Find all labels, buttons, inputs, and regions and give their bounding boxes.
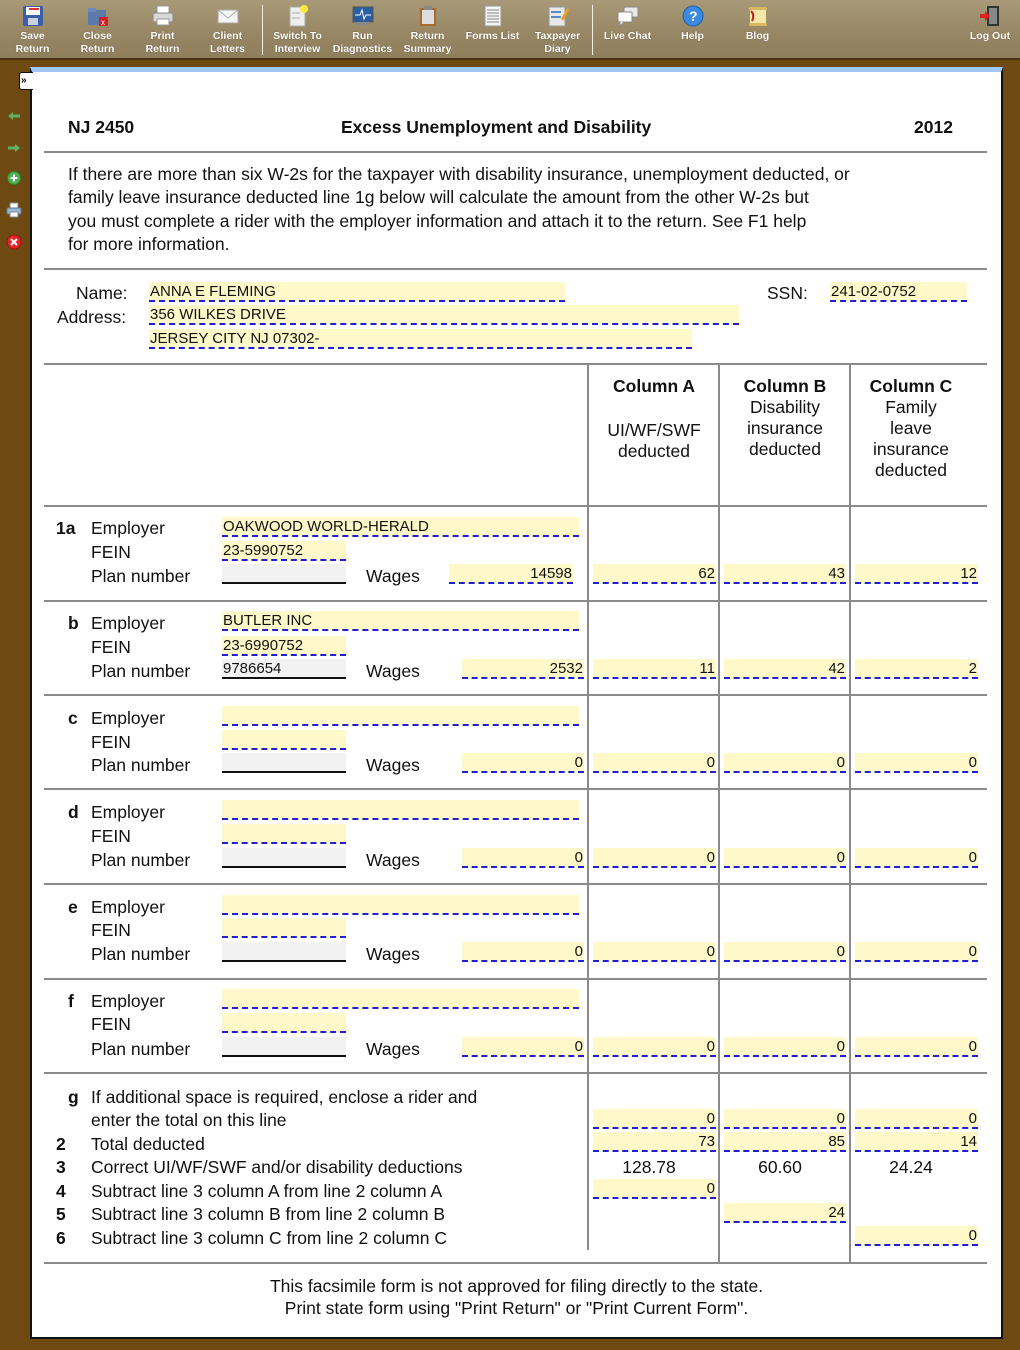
plan-number-field[interactable] (222, 1037, 346, 1057)
svg-text:x: x (100, 18, 105, 27)
plan-number-field[interactable] (222, 564, 346, 584)
instruction-line: for more information. (68, 234, 230, 254)
fein-label: FEIN (91, 732, 131, 752)
fein-label: FEIN (91, 1014, 131, 1034)
line-3-column-a-value: 128.78 (622, 1157, 676, 1177)
fein-label: FEIN (91, 637, 131, 657)
log-out-button[interactable]: Log Out (960, 0, 1020, 60)
line-2-column-b-field[interactable]: 85 (724, 1132, 846, 1152)
line-number: 6 (56, 1228, 66, 1248)
employer-name-field[interactable] (222, 706, 579, 726)
wages-field[interactable]: 14598 (449, 564, 573, 584)
column-c-field[interactable]: 0 (855, 942, 978, 962)
close-folder-icon (87, 5, 109, 27)
instruction-line: If there are more than six W-2s for the taxpayer with disability insurance, unemployment deducted, or (68, 164, 850, 184)
divider (44, 694, 987, 696)
line-4-text: Subtract line 3 column A from line 2 column A (91, 1181, 443, 1201)
plan-number-label: Plan number (91, 1039, 191, 1059)
line-number: d (68, 802, 79, 822)
employer-name-field[interactable] (222, 895, 579, 915)
arrow-right-icon[interactable] (6, 140, 22, 156)
column-divider (718, 364, 720, 1262)
client-letters-button[interactable]: Client Letters (195, 0, 260, 60)
close-return-button[interactable]: x Close Return (65, 0, 130, 60)
plan-number-field[interactable] (222, 942, 346, 962)
form-title: Excess Unemployment and Disability (341, 117, 652, 137)
divider (44, 788, 987, 790)
main-toolbar (0, 0, 1020, 60)
return-summary-button[interactable]: Return Summary (395, 0, 460, 60)
address-label: Address: (57, 307, 127, 327)
column-c-field[interactable]: 0 (855, 1037, 978, 1057)
column-b-header: Column B Disability insurance deducted (743, 376, 827, 459)
divider (44, 1072, 987, 1074)
wages-field[interactable]: 0 (462, 753, 584, 773)
column-b-field[interactable]: 0 (724, 1037, 846, 1057)
scroll-quill-icon (747, 5, 769, 27)
divider (44, 883, 987, 885)
wages-label: Wages (366, 1039, 420, 1059)
line-number: 1a (56, 518, 76, 538)
plan-number-label: Plan number (91, 944, 191, 964)
employer-label: Employer (91, 708, 165, 728)
line-number: g (68, 1087, 79, 1107)
line-number: c (68, 708, 78, 728)
name-field[interactable]: ANNA E FLEMING (149, 282, 565, 302)
line-3-column-b-value: 60.60 (758, 1157, 802, 1177)
column-a-header: Column A UI/WF/SWF deducted (607, 376, 701, 461)
line-number: 4 (56, 1181, 66, 1201)
column-b-field[interactable]: 42 (724, 659, 846, 679)
line-6-text: Subtract line 3 column C from line 2 column C (91, 1228, 447, 1248)
employer-label: Employer (91, 613, 165, 633)
ssn-field[interactable]: 241-02-0752 (830, 282, 967, 302)
column-c-header: Column C Family leave insurance deducted (869, 376, 953, 480)
column-b-field[interactable]: 43 (724, 564, 846, 584)
line-g-text: enter the total on this line (91, 1110, 287, 1130)
column-b-field[interactable]: 0 (724, 753, 846, 773)
line-number: e (68, 897, 78, 917)
live-chat-button[interactable]: Live Chat (595, 0, 660, 60)
fein-field[interactable] (222, 918, 346, 938)
envelope-icon (217, 5, 239, 27)
exit-door-icon (979, 5, 1001, 27)
toolbar-separator (592, 5, 593, 55)
left-rail (0, 62, 30, 1350)
employer-label: Employer (91, 802, 165, 822)
line-5-column-b-field[interactable]: 24 (724, 1203, 846, 1223)
column-a-field[interactable]: 0 (593, 753, 716, 773)
wages-label: Wages (366, 566, 420, 586)
diary-pencil-icon (547, 5, 569, 27)
ssn-label: SSN: (767, 283, 808, 303)
print-return-button[interactable]: Print Return (130, 0, 195, 60)
clipboard-icon (417, 5, 439, 27)
printer-icon (152, 5, 174, 27)
fein-field[interactable]: 23-6990752 (222, 636, 346, 656)
fein-field[interactable] (222, 730, 346, 750)
employer-label: Employer (91, 897, 165, 917)
divider (44, 268, 987, 270)
wages-field[interactable]: 2532 (462, 659, 584, 679)
taxpayer-diary-button[interactable]: Taxpayer Diary (525, 0, 590, 60)
line-number: f (68, 991, 74, 1011)
blog-button[interactable]: Blog (725, 0, 790, 60)
fein-field[interactable]: 23-5990752 (222, 541, 346, 561)
footer-notice: This facsimile form is not approved for filing directly to the state. (269, 1276, 764, 1296)
chat-bubbles-icon (617, 5, 639, 27)
column-a-field[interactable]: 62 (593, 564, 716, 584)
line-number: 3 (56, 1157, 66, 1177)
column-c-field[interactable]: 2 (855, 659, 978, 679)
plan-number-label: Plan number (91, 850, 191, 870)
address-line1-field[interactable]: 356 WILKES DRIVE (149, 305, 739, 325)
column-a-field[interactable]: 0 (593, 1037, 716, 1057)
wages-label: Wages (366, 944, 420, 964)
diagnostics-monitor-icon (352, 5, 374, 27)
plan-number-label: Plan number (91, 661, 191, 681)
employer-name-field[interactable] (222, 989, 579, 1009)
line-number: 5 (56, 1204, 66, 1224)
footer-notice: Print state form using "Print Return" or "Print Current Form". (284, 1298, 749, 1318)
plan-number-field[interactable]: 9786654 (222, 659, 346, 679)
wages-label: Wages (366, 850, 420, 870)
plan-number-label: Plan number (91, 566, 191, 586)
floppy-disk-icon (22, 5, 44, 27)
employer-label: Employer (91, 991, 165, 1011)
column-divider (587, 364, 589, 1250)
line-4-column-a-field[interactable]: 0 (593, 1179, 716, 1199)
run-diagnostics-button[interactable]: Run Diagnostics (330, 0, 395, 60)
line-g-text: If additional space is required, enclose a rider and (91, 1087, 478, 1107)
employer-name-field[interactable]: BUTLER INC (222, 611, 579, 631)
fein-field[interactable] (222, 824, 346, 844)
fein-label: FEIN (91, 920, 131, 940)
column-c-field[interactable]: 0 (855, 848, 978, 868)
column-b-field[interactable]: 0 (724, 848, 846, 868)
list-page-icon (482, 5, 504, 27)
line-2-column-c-field[interactable]: 14 (855, 1132, 978, 1152)
column-a-field[interactable]: 0 (593, 942, 716, 962)
wages-label: Wages (366, 755, 420, 775)
divider (44, 978, 987, 980)
plan-number-field[interactable] (222, 753, 346, 773)
help-question-icon (682, 5, 704, 27)
wages-field[interactable]: 0 (462, 848, 584, 868)
printer-icon[interactable] (6, 202, 22, 218)
column-a-field[interactable]: 11 (593, 659, 716, 679)
delete-circle-icon[interactable] (6, 234, 22, 250)
line-2-column-a-field[interactable]: 73 (593, 1132, 716, 1152)
line-number: 2 (56, 1134, 66, 1154)
form-id: NJ 2450 (68, 117, 135, 137)
column-divider (849, 364, 851, 1262)
switch-to-interview-button[interactable]: Switch To Interview (265, 0, 330, 60)
form-year: 2012 (914, 117, 953, 137)
instruction-line: you must complete a rider with the employer information and attach it to the return. See F1 help (68, 211, 807, 231)
line-6-column-c-field[interactable]: 0 (855, 1226, 978, 1246)
line-number: b (68, 613, 79, 633)
line-g-column-a-field[interactable]: 0 (593, 1109, 716, 1129)
employer-name-field[interactable]: OAKWOOD WORLD-HERALD (222, 517, 579, 537)
line-g-column-b-field[interactable]: 0 (724, 1109, 846, 1129)
column-c-field[interactable]: 12 (855, 564, 978, 584)
divider (44, 1262, 987, 1264)
wages-label: Wages (366, 661, 420, 681)
fein-label: FEIN (91, 542, 131, 562)
line-3-column-c-value: 24.24 (889, 1157, 933, 1177)
expand-panel-button[interactable]: » (19, 72, 33, 90)
line-3-text: Correct UI/WF/SWF and/or disability deductions (91, 1157, 463, 1177)
column-b-field[interactable]: 0 (724, 942, 846, 962)
divider (44, 151, 987, 153)
instruction-line: family leave insurance deducted line 1g below will calculate the amount from the other W-2s but (68, 187, 809, 207)
line-g-column-c-field[interactable]: 0 (855, 1109, 978, 1129)
help-button[interactable]: ? Help (660, 0, 725, 60)
column-c-field[interactable]: 0 (855, 753, 978, 773)
wages-field[interactable]: 0 (462, 1037, 584, 1057)
svg-text:?: ? (688, 8, 698, 24)
arrow-left-icon[interactable] (6, 108, 22, 124)
fein-label: FEIN (91, 826, 131, 846)
save-return-button[interactable]: Save Return (0, 0, 65, 60)
interview-page-icon (287, 5, 309, 27)
plan-number-field[interactable] (222, 848, 346, 868)
plan-number-label: Plan number (91, 755, 191, 775)
address-line2-field[interactable]: JERSEY CITY NJ 07302- (149, 329, 692, 349)
fein-field[interactable] (222, 1013, 346, 1033)
forms-list-button[interactable]: Forms List (460, 0, 525, 60)
divider (44, 600, 987, 602)
column-a-field[interactable]: 0 (593, 848, 716, 868)
toolbar-separator (262, 5, 263, 55)
wages-field[interactable]: 0 (462, 942, 584, 962)
employer-name-field[interactable] (222, 800, 579, 820)
line-2-text: Total deducted (91, 1134, 205, 1154)
add-circle-icon[interactable] (6, 170, 22, 186)
name-label: Name: (76, 283, 128, 303)
line-5-text: Subtract line 3 column B from line 2 column B (91, 1204, 446, 1224)
divider (44, 505, 987, 507)
divider (44, 363, 987, 365)
employer-label: Employer (91, 518, 165, 538)
